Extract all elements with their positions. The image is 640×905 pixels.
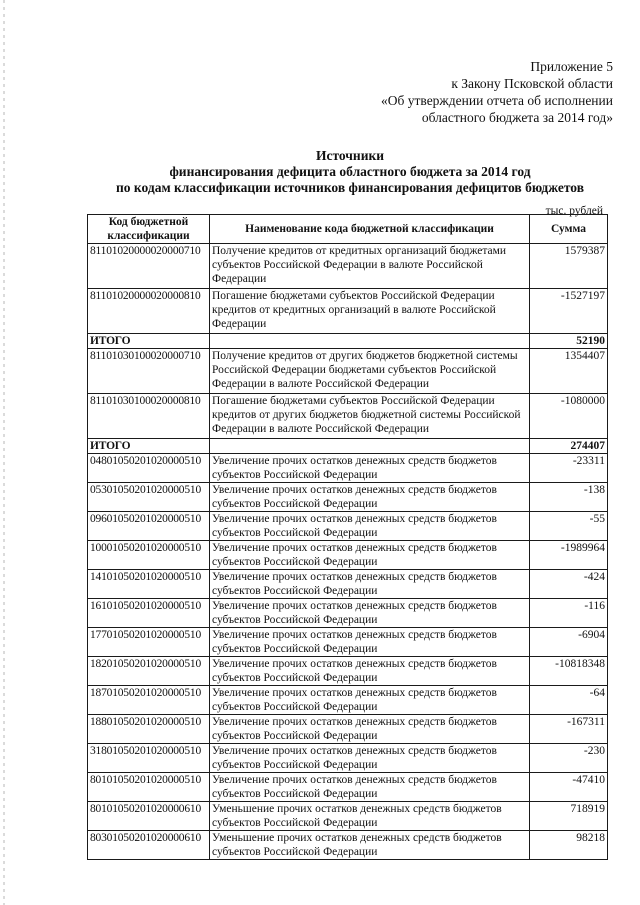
row-code: 80301050201020000610 (88, 831, 210, 860)
row-code: 81101030100020000810 (88, 394, 210, 439)
row-name: Увеличение прочих остатков денежных средств бюджетов субъектов Российской Федерации (210, 454, 530, 483)
row-code: 10001050201020000510 (88, 541, 210, 570)
row-amount: -1080000 (530, 394, 608, 439)
table-row (88, 628, 608, 657)
row-amount: -6904 (530, 628, 608, 657)
table-row (88, 541, 608, 570)
row-name: Увеличение прочих остатков денежных средств бюджетов субъектов Российской Федерации (210, 599, 530, 628)
total-row (88, 334, 608, 349)
row-code: 81101020000020000710 (88, 244, 210, 289)
row-amount: 98218 (530, 831, 608, 860)
row-name: Увеличение прочих остатков денежных средств бюджетов субъектов Российской Федерации (210, 628, 530, 657)
row-amount: -1527197 (530, 289, 608, 334)
title-line-1: Источники (315, 148, 385, 163)
row-name (210, 334, 530, 349)
appendix-law-title-1: «Об утверждении отчета об исполнении (381, 93, 613, 108)
table-row (88, 715, 608, 744)
row-code: 16101050201020000510 (88, 599, 210, 628)
document-title (80, 148, 620, 196)
row-code: 17701050201020000510 (88, 628, 210, 657)
table-row (88, 802, 608, 831)
total-label: ИТОГО (88, 439, 210, 454)
table-header-row (88, 215, 608, 244)
table-row (88, 244, 608, 289)
header-code: Код бюджетной классификации (88, 215, 210, 244)
row-name: Увеличение прочих остатков денежных средств бюджетов субъектов Российской Федерации (210, 570, 530, 599)
row-code: 05301050201020000510 (88, 483, 210, 512)
row-amount: -47410 (530, 773, 608, 802)
table-row (88, 289, 608, 334)
row-code: 09601050201020000510 (88, 512, 210, 541)
row-amount: -230 (530, 744, 608, 773)
row-amount: -116 (530, 599, 608, 628)
total-label: ИТОГО (88, 334, 210, 349)
appendix-law-ref: к Закону Псковской области (451, 76, 613, 91)
header-name: Наименование кода бюджетной классификации (210, 215, 530, 244)
row-amount: -23311 (530, 454, 608, 483)
row-amount: 52190 (530, 334, 608, 349)
row-amount: 718919 (530, 802, 608, 831)
row-name (210, 439, 530, 454)
row-name: Увеличение прочих остатков денежных средств бюджетов субъектов Российской Федерации (210, 483, 530, 512)
row-amount: -138 (530, 483, 608, 512)
table-row (88, 349, 608, 394)
row-name: Получение кредитов от кредитных организаций бюджетами субъектов Российской Федерации в валюте Российской Федерации (210, 244, 530, 289)
row-amount: 1579387 (530, 244, 608, 289)
row-name: Увеличение прочих остатков денежных средств бюджетов субъектов Российской Федерации (210, 715, 530, 744)
row-name: Получение кредитов от других бюджетов бюджетной системы Российской Федерации бюджетами субъектов Российской Федерации в валюте Российской Федерации (210, 349, 530, 394)
financing-sources-table (87, 214, 608, 860)
units-label: тыс. рублей (545, 205, 603, 217)
row-name: Погашение бюджетами субъектов Российской Федерации кредитов от других бюджетов бюджетной системы Российской Федерации в валюте Российской Федерации (210, 394, 530, 439)
row-amount: -167311 (530, 715, 608, 744)
row-code: 81101020000020000810 (88, 289, 210, 334)
table-row (88, 831, 608, 860)
row-name: Увеличение прочих остатков денежных средств бюджетов субъектов Российской Федерации (210, 512, 530, 541)
row-amount: 1354407 (530, 349, 608, 394)
appendix-law-title-2: областного бюджета за 2014 год» (421, 110, 613, 125)
table-row (88, 512, 608, 541)
row-name: Уменьшение прочих остатков денежных средств бюджетов субъектов Российской Федерации (210, 831, 530, 860)
row-name: Увеличение прочих остатков денежных средств бюджетов субъектов Российской Федерации (210, 541, 530, 570)
row-code: 18801050201020000510 (88, 715, 210, 744)
table-row (88, 657, 608, 686)
header-amount: Сумма (530, 215, 608, 244)
table-row (88, 599, 608, 628)
row-code: 18201050201020000510 (88, 657, 210, 686)
title-line-2: финансирования дефицита областного бюджета за 2014 год (169, 164, 531, 179)
row-code: 18701050201020000510 (88, 686, 210, 715)
row-code: 14101050201020000510 (88, 570, 210, 599)
table-row (88, 454, 608, 483)
row-code: 80101050201020000510 (88, 773, 210, 802)
row-code: 81101030100020000710 (88, 349, 210, 394)
row-name: Увеличение прочих остатков денежных средств бюджетов субъектов Российской Федерации (210, 686, 530, 715)
row-code: 31801050201020000510 (88, 744, 210, 773)
appendix-header (381, 58, 613, 126)
row-amount: -1989964 (530, 541, 608, 570)
row-code: 80101050201020000610 (88, 802, 210, 831)
row-amount: 274407 (530, 439, 608, 454)
row-amount: -424 (530, 570, 608, 599)
row-name: Погашение бюджетами субъектов Российской Федерации кредитов от кредитных организаций в валюте Российской Федерации (210, 289, 530, 334)
table-row (88, 773, 608, 802)
table-row (88, 744, 608, 773)
table-row (88, 394, 608, 439)
row-amount: -10818348 (530, 657, 608, 686)
row-name: Увеличение прочих остатков денежных средств бюджетов субъектов Российской Федерации (210, 773, 530, 802)
title-line-3: по кодам классификации источников финансирования дефицитов бюджетов (116, 180, 584, 195)
scan-artifact-line (3, 0, 5, 905)
row-amount: -55 (530, 512, 608, 541)
table-row (88, 483, 608, 512)
total-row (88, 439, 608, 454)
table-row (88, 686, 608, 715)
row-code: 04801050201020000510 (88, 454, 210, 483)
table-row (88, 570, 608, 599)
row-amount: -64 (530, 686, 608, 715)
table-body (88, 244, 608, 860)
row-name: Уменьшение прочих остатков денежных средств бюджетов субъектов Российской Федерации (210, 802, 530, 831)
row-name: Увеличение прочих остатков денежных средств бюджетов субъектов Российской Федерации (210, 657, 530, 686)
appendix-number: Приложение 5 (530, 59, 613, 74)
row-name: Увеличение прочих остатков денежных средств бюджетов субъектов Российской Федерации (210, 744, 530, 773)
